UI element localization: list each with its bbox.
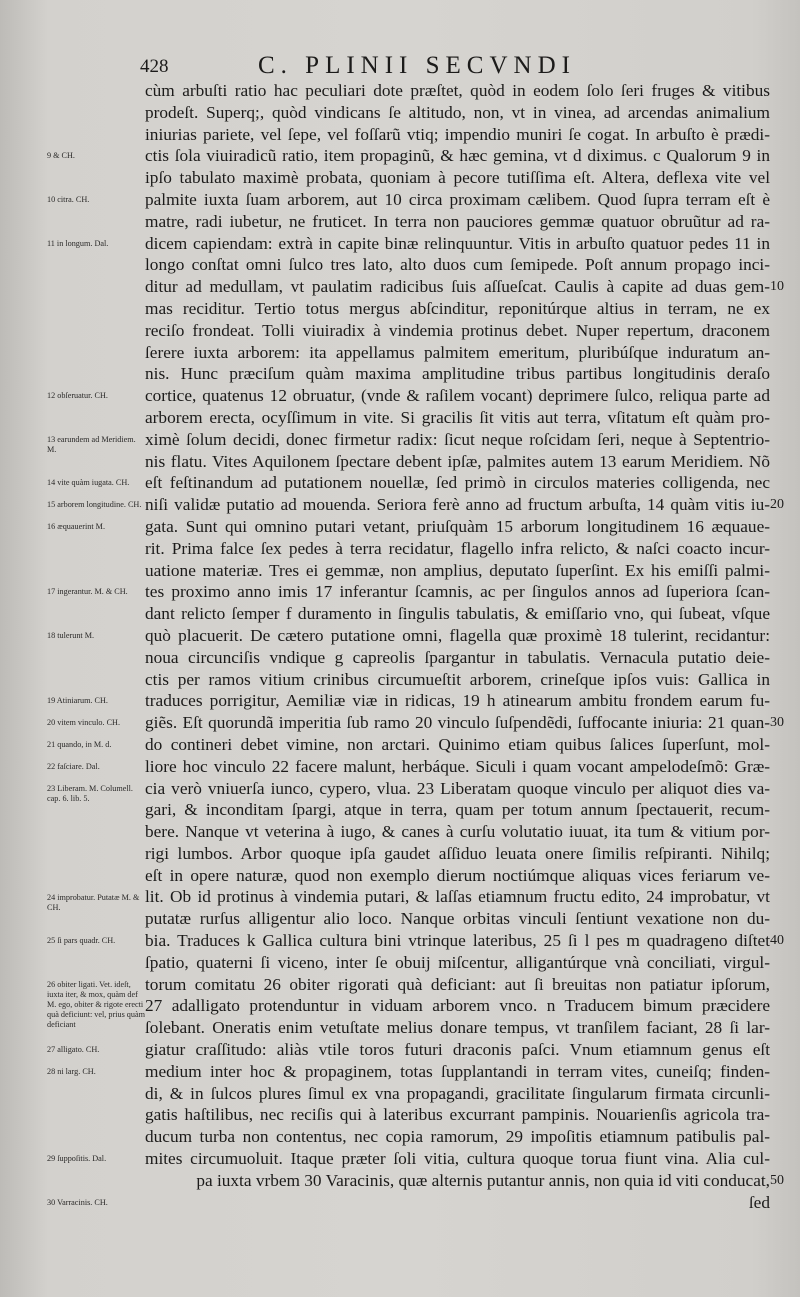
margin-note: 10 citra. CH.: [47, 195, 90, 204]
text-line: medium inter hoc & propaginem, totas ſupplantandi in terram vites, cuneiſq; finden-: [145, 1061, 770, 1081]
text-line: di, & in ſulcos plures ſimul ex vna propagandi, gracilitate ſingularum firmata circunli-: [145, 1083, 770, 1103]
text-line: cortice, quatenus 12 obruatur, (vnde & raſilem vocant) deprimere ſulco, reliqua parte ad: [145, 386, 770, 406]
text-line: liore hoc vinculo 22 facere malunt, herbáque. Siculi i quam vocant ampelodeſmõ: Græ-: [145, 756, 770, 776]
text-line: uatione materiæ. Tres ei gemmæ, non amplius, deputato ſuperſint. Ex his emiſſi palmi-: [145, 560, 770, 580]
margin-note: 25 ſi pars quadr. CH.: [47, 936, 116, 946]
text-line: niſi validæ putatio ad mouenda. Seriora ferè anno ad fructum arbuſta, 14 quàm vitis iu-: [145, 495, 770, 515]
margin-note: 9 & CH.: [47, 151, 75, 161]
text-line: tes proximo anno imis 17 inferantur ſcamnis, ac per ſingulos annos ad ſuperiora ſcan-: [145, 582, 770, 602]
margin-note: 28 ni larg. CH.: [47, 1067, 96, 1076]
text-line: giatur craſſitudo: aliàs vtile toros futuri draconis paſci. Vnum etiamnum genus eſt: [145, 1040, 770, 1060]
text-line: arborem erecta, ocyſſimum in vite. Si gracilis ſit vitis aut terra, vſitatum eſt quàm pro-: [145, 407, 770, 427]
margin-note: 18 tulerunt M.: [47, 631, 95, 640]
text-line: matre, radi iubetur, ne fruticet. In terra non pauciores gemmæ quatuor obruũtur ad ra-: [145, 211, 770, 231]
text-line: ſed: [748, 1192, 770, 1212]
margin-note: 26 obiter ligati. Vet. ideſt, iuxta iter, & mox, quàm def M. ego, obiter & rigote erecti quà deficiunt: vel, prius quàm deficiant: [47, 979, 145, 1029]
text-line: rigi lumbos. Arbor quoque ipſa gaudet aſſiduo leuata onere ſimilis reſpiranti. Nihilq;: [145, 843, 770, 863]
running-title: C. PLINII SECVNDI: [258, 52, 576, 79]
text-line: torum comitatu 26 obiter rigorati quà deficiant: aut ſi breuitas non patiatur ipſorum,: [145, 974, 770, 994]
main-text-block: [145, 80, 770, 1213]
text-line: gatis haſtilibus, nec reciſis qui à lateribus excurrant pampinis. Nouarienſis agricola tra-: [145, 1105, 770, 1125]
line-number: 10: [770, 279, 784, 295]
margin-note: 27 alligato. CH.: [47, 1045, 100, 1055]
line-number: 40: [770, 933, 784, 949]
text-line: cia verò vniuerſa iunco, cypero, vlua. 23 Liberatam quoque vinculo per aliquot dies va-: [145, 778, 770, 798]
text-line: gata. Sunt qui omnino putari vetant, priuſquàm 15 arborum longitudinem 16 æquaue-: [145, 516, 770, 536]
margin-note: 12 obſeruatur. CH.: [47, 391, 108, 401]
text-line: cùm arbuſti ratio hac peculiari dote præſtet, quòd in eodem ſolo ſeri fruges & vitibus: [145, 81, 770, 100]
text-line: giẽs. Eſt quorundã imperitia ſub ramo 20 vinculo ſuſpendẽdi, ſuffocante iniuria: 21 quan-: [145, 713, 770, 733]
text-line: mites circumuoluit. Itaque præter ſoli vitia, cultura quoque torua fiunt vina. Alia cul-: [145, 1149, 770, 1169]
text-line: 27 adalligato protenduntur in viduam arborem vnco. n Traducem bimum præcidere: [145, 996, 770, 1016]
text-line: longo conſtat omni ſulco tres lato, alto duos cum ſemipede. Poſt annum propago inci-: [145, 255, 770, 275]
margin-note: 22 faſciare. Dal.: [47, 761, 100, 771]
page-number: 428: [140, 56, 169, 77]
margin-note: 11 in longum. Dal.: [47, 238, 109, 248]
text-line: ſolebant. Oneratis enim vetuſtate melius donare tempus, vt tranſilem faciant, 28 ſi lar-: [145, 1018, 770, 1038]
margin-note: 24 improbatur. Putatæ M. & CH.: [47, 892, 140, 912]
page-header: [140, 52, 760, 80]
text-line: do contineri debet vimine, non arctari. Quinimo etiam quibus ſalices ſuperſunt, mol-: [145, 734, 770, 754]
text-line: prodeſt. Superq;, quòd vindicans ſe altitudo, non, vt in vinea, ad arcendas animalium: [145, 102, 770, 122]
margin-note: 30 Varracinis. CH.: [47, 1197, 108, 1207]
text-line: ximè ſolum decidi, donec firmetur radix: ſicut neque roſcidam ſeri, neque à Septentrio-: [145, 429, 770, 449]
text-line: noua circunciſis vndique g capreolis ſpargantur in tabulatis. Vernacula putatio deie-: [145, 647, 770, 667]
margin-note: 15 arborem longitudine. CH.: [47, 500, 142, 510]
text-line: reciſo frondeat. Tolli viuiradix à vindemia protinus debet. Nuper repertum, draconem: [145, 320, 770, 340]
text-line: gari, & inconditam ſpargi, atque in terra, quam per totum annum ſpectauerit, recum-: [145, 800, 770, 820]
margin-note: 17 ingerantur. M. & CH.: [47, 587, 128, 597]
text-line: ducum turba non contentus, nec copia ramorum, 29 impoſitis etiamnum patibulis pal-: [145, 1127, 770, 1147]
text-line: traduces porrigitur, Aemiliæ viæ in ridicas, 19 h atinearum ambitu frondem earum fu-: [145, 691, 770, 711]
margin-note: 23 Liberam. M. Columell. cap. 6. lib. 5.: [47, 783, 133, 803]
margin-note: 13 earundem ad Meridiem. M.: [47, 434, 136, 454]
text-line: ctis per ramos vitium crinibus circumueſtit arborem, crineſque ipſos vuis: Gallica in: [145, 669, 770, 689]
margin-note: 19 Atiniarum. CH.: [47, 696, 108, 706]
text-line: eſt in opere naturæ, quod non exemplo dierum noctiúmque aliquas vices feriarum ve-: [145, 865, 770, 885]
text-line: dicem capiendam: extrà in capite binæ relinquuntur. Vitis in arbuſto quatuor pedes 11 in: [145, 233, 770, 253]
line-number: 30: [770, 715, 784, 731]
text-line: quò placuerit. De cætero putatione omni, flagella quæ proximè 18 tulerint, recidantur:: [145, 625, 770, 645]
text-line: iniurias pariete, vel ſepe, vel foſſarũ vtiq; impendio muniri ſe cogat. In arbuſto è prædi-: [145, 124, 770, 144]
margin-note: 29 ſuppoſitis. Dal.: [47, 1154, 107, 1164]
text-line: ctis ſola viuiradicũ ratio, item propaginũ, & hæc gemina, vt d diximus. c Qualorum 9 in: [145, 146, 770, 166]
text-line: palmite iuxta ſuam arborem, aut 10 circa proximam cælibem. Quod ſupra terram eſt è: [145, 189, 770, 209]
text-line: ſpatio, quaterni ſi viceno, inter ſe obuij miſcentur, alligantúrque vnà conciliati, virgul-: [145, 952, 770, 972]
text-line: eſt feſtinandum ad putationem nouellæ, ſed primò in circulos materies colligenda, nec: [145, 473, 770, 493]
text-line: dant relicto ſemper f duramento in ſingulis tabulatis, & emiſſario vno, qui ſubeat, vſque: [145, 604, 770, 624]
line-number: 50: [770, 1173, 784, 1188]
margin-note: 16 æquauerint M.: [47, 522, 105, 531]
text-line: mas reciditur. Tertio totus mergus abſcinditur, reponitúrque altius in terram, ne ex: [145, 298, 770, 318]
margin-note: 20 vitem vinculo. CH.: [47, 718, 120, 728]
text-line: lit. Ob id protinus à vindemia putari, & laſſas etiamnum fructu edito, 24 improbatur, vt: [145, 887, 770, 907]
line-number: 20: [770, 497, 784, 513]
text-line: nis. Hunc præciſum quàm maxima amplitudine tribus partibus longitudinis deraſo: [145, 364, 770, 384]
text-line: nis flatu. Vites Aquilonem ſpectare debent ipſæ, palmites autem 13 earum Meridiem. Nõ: [145, 451, 770, 471]
text-line: ſerere iuxta arborem: ita appellamus palmitem emeritum, pluribúſque induratum an-: [145, 342, 770, 362]
text-line: rit. Prima falce ſex pedes à terra recidatur, flagello infra relicto, & naſci coacto incur-: [145, 538, 770, 558]
text-line: pa iuxta vrbem 30 Varacinis, quæ alternis putantur annis, non quia id viti conducat,: [196, 1170, 770, 1190]
text-line: ipſo tabulato maximè probata, quoniam à pecore tutiſſima eſt. Altera, deflexa vite vel: [145, 168, 770, 188]
text-line: bia. Traduces k Gallica cultura bini vtrinque lateribus, 25 ſi l pes m quadrageno diſtet: [145, 931, 770, 951]
text-line: bere. Nanque vt veterina à iugo, & canes à curſu volutatio iuuat, ita tum & vitium por-: [145, 822, 770, 842]
margin-note: 14 vite quàm iugata. CH.: [47, 478, 130, 488]
text-line: putatæ rurſus alligentur alio loco. Nanque orbitas vinculi ſentiunt vexatione non du-: [145, 909, 770, 929]
margin-note: 21 quando, in M. d.: [47, 740, 112, 749]
text-line: ditur ad medullam, vt paulatim radicibus ſuis aſſueſcat. Caulis à capite ad duas gem-: [145, 277, 770, 297]
